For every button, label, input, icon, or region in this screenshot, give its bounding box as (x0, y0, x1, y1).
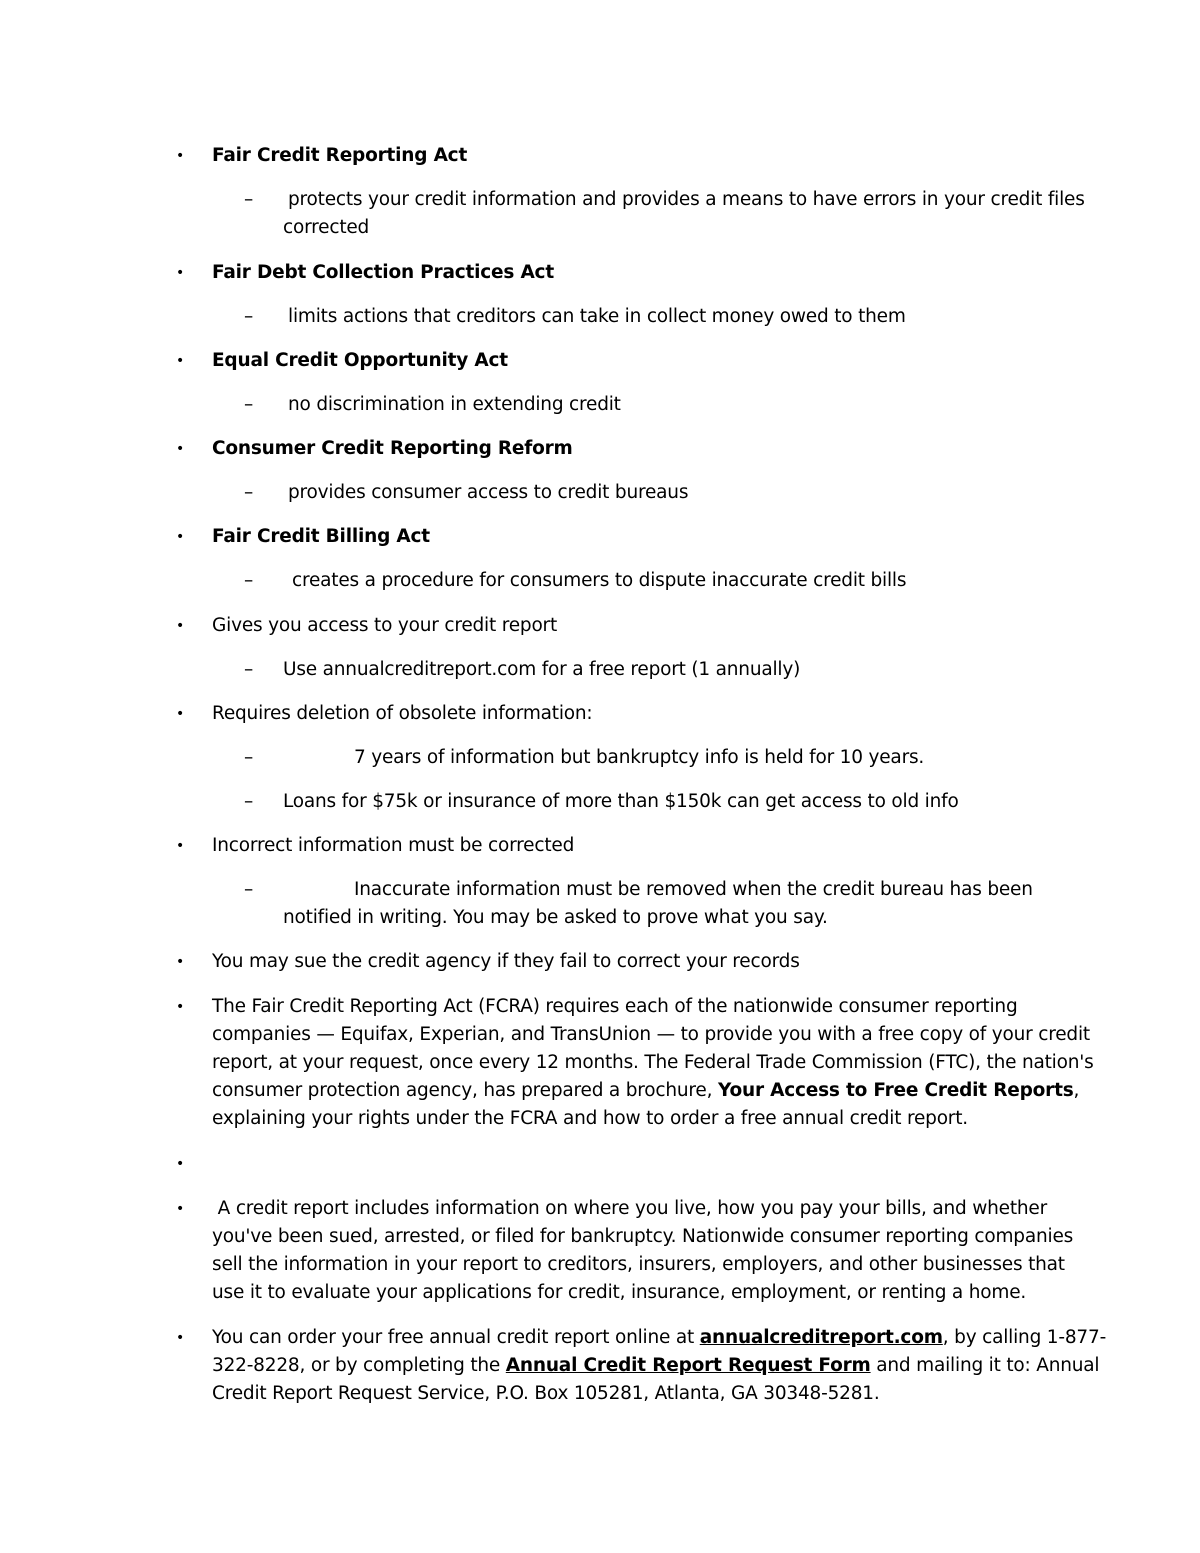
request-form-link[interactable]: Annual Credit Report Request Form (505, 1355, 871, 1376)
dash-icon: – (244, 570, 254, 591)
paragraph-line: sell the information in your report to creditors, insurers, employers, and other businesses that (212, 1254, 1065, 1275)
heading-ecoa: Equal Credit Opportunity Act (212, 350, 508, 371)
dash-icon: – (244, 306, 254, 327)
dash-icon: – (244, 189, 254, 210)
list-item-text: Requires deletion of obsolete information: (212, 703, 593, 724)
paragraph-text: consumer protection agency, has prepared a brochure, (212, 1080, 718, 1101)
sub-item-text: limits actions that creditors can take in collect money owed to them (288, 306, 906, 327)
paragraph-line: explaining your rights under the FCRA and how to order a free annual credit report. (212, 1108, 968, 1129)
paragraph-line (212, 1077, 1079, 1105)
sub-item-text: corrected (283, 217, 370, 238)
sub-item-text: Loans for $75k or insurance of more than $150k can get access to old info (283, 791, 959, 812)
paragraph-line (212, 1352, 1099, 1380)
sub-item-text: no discrimination in extending credit (288, 394, 621, 415)
paragraph-line: report, at your request, once every 12 months. The Federal Trade Commission (FTC), the nation's (212, 1052, 1094, 1073)
sub-item-text: protects your credit information and provides a means to have errors in your credit files (288, 189, 1085, 210)
annualcreditreport-link[interactable]: annualcreditreport.com (699, 1327, 943, 1348)
paragraph-line: you've been sued, arrested, or filed for bankruptcy. Nationwide consumer reporting companies (212, 1226, 1074, 1247)
paragraph-line: companies — Equifax, Experian, and TransUnion — to provide you with a free copy of your credit (212, 1024, 1090, 1045)
list-item-text: Gives you access to your credit report (212, 615, 558, 636)
bullet-icon: • (176, 265, 185, 281)
bullet-icon: • (176, 999, 185, 1015)
dash-icon: – (244, 394, 254, 415)
bullet-icon: • (176, 954, 185, 970)
sub-item-text: Inaccurate information must be removed when the credit bureau has been (354, 879, 1033, 900)
dash-icon: – (244, 791, 254, 812)
heading-ccrr: Consumer Credit Reporting Reform (212, 438, 573, 459)
brochure-title: Your Access to Free Credit Reports (717, 1080, 1074, 1101)
bullet-icon: • (176, 618, 185, 634)
sub-item-text: Use annualcreditreport.com for a free report (1 annually) (283, 659, 801, 680)
sub-item-text: notified in writing. You may be asked to prove what you say. (283, 907, 828, 928)
heading-fcra: Fair Credit Reporting Act (212, 145, 468, 166)
paragraph-line: use it to evaluate your applications for credit, insurance, employment, or renting a home. (212, 1282, 1027, 1303)
paragraph-text: , by calling 1-877- (942, 1327, 1107, 1348)
heading-fcba: Fair Credit Billing Act (212, 526, 430, 547)
dash-icon: – (244, 879, 254, 900)
bullet-icon: • (176, 1156, 185, 1172)
paragraph-text: , (1073, 1080, 1080, 1101)
paragraph-line: Credit Report Request Service, P.O. Box 105281, Atlanta, GA 30348-5281. (212, 1383, 880, 1404)
paragraph-text: 322-8228, or by completing the (212, 1355, 506, 1376)
bullet-icon: • (176, 441, 185, 457)
paragraph-line: A credit report includes information on where you live, how you pay your bills, and whether (212, 1198, 1048, 1219)
paragraph-text: and mailing it to: Annual (870, 1355, 1100, 1376)
bullet-icon: • (176, 353, 185, 369)
bullet-icon: • (176, 838, 185, 854)
bullet-icon: • (176, 1201, 185, 1217)
dash-icon: – (244, 482, 254, 503)
sub-item-text: 7 years of information but bankruptcy info is held for 10 years. (354, 747, 925, 768)
bullet-icon: • (176, 529, 185, 545)
paragraph-line (212, 1324, 1106, 1352)
dash-icon: – (244, 659, 254, 680)
list-item-text: You may sue the credit agency if they fail to correct your records (212, 951, 800, 972)
sub-item-text: creates a procedure for consumers to dispute inaccurate credit bills (292, 570, 907, 591)
bullet-icon: • (176, 706, 185, 722)
paragraph-line: The Fair Credit Reporting Act (FCRA) requires each of the nationwide consumer reporting (212, 996, 1018, 1017)
heading-fdcpa: Fair Debt Collection Practices Act (212, 262, 554, 283)
sub-item-text: provides consumer access to credit bureaus (288, 482, 689, 503)
paragraph-text: You can order your free annual credit report online at (212, 1327, 700, 1348)
bullet-icon: • (176, 1330, 185, 1346)
bullet-icon: • (176, 148, 185, 164)
list-item-text: Incorrect information must be corrected (212, 835, 575, 856)
dash-icon: – (244, 747, 254, 768)
